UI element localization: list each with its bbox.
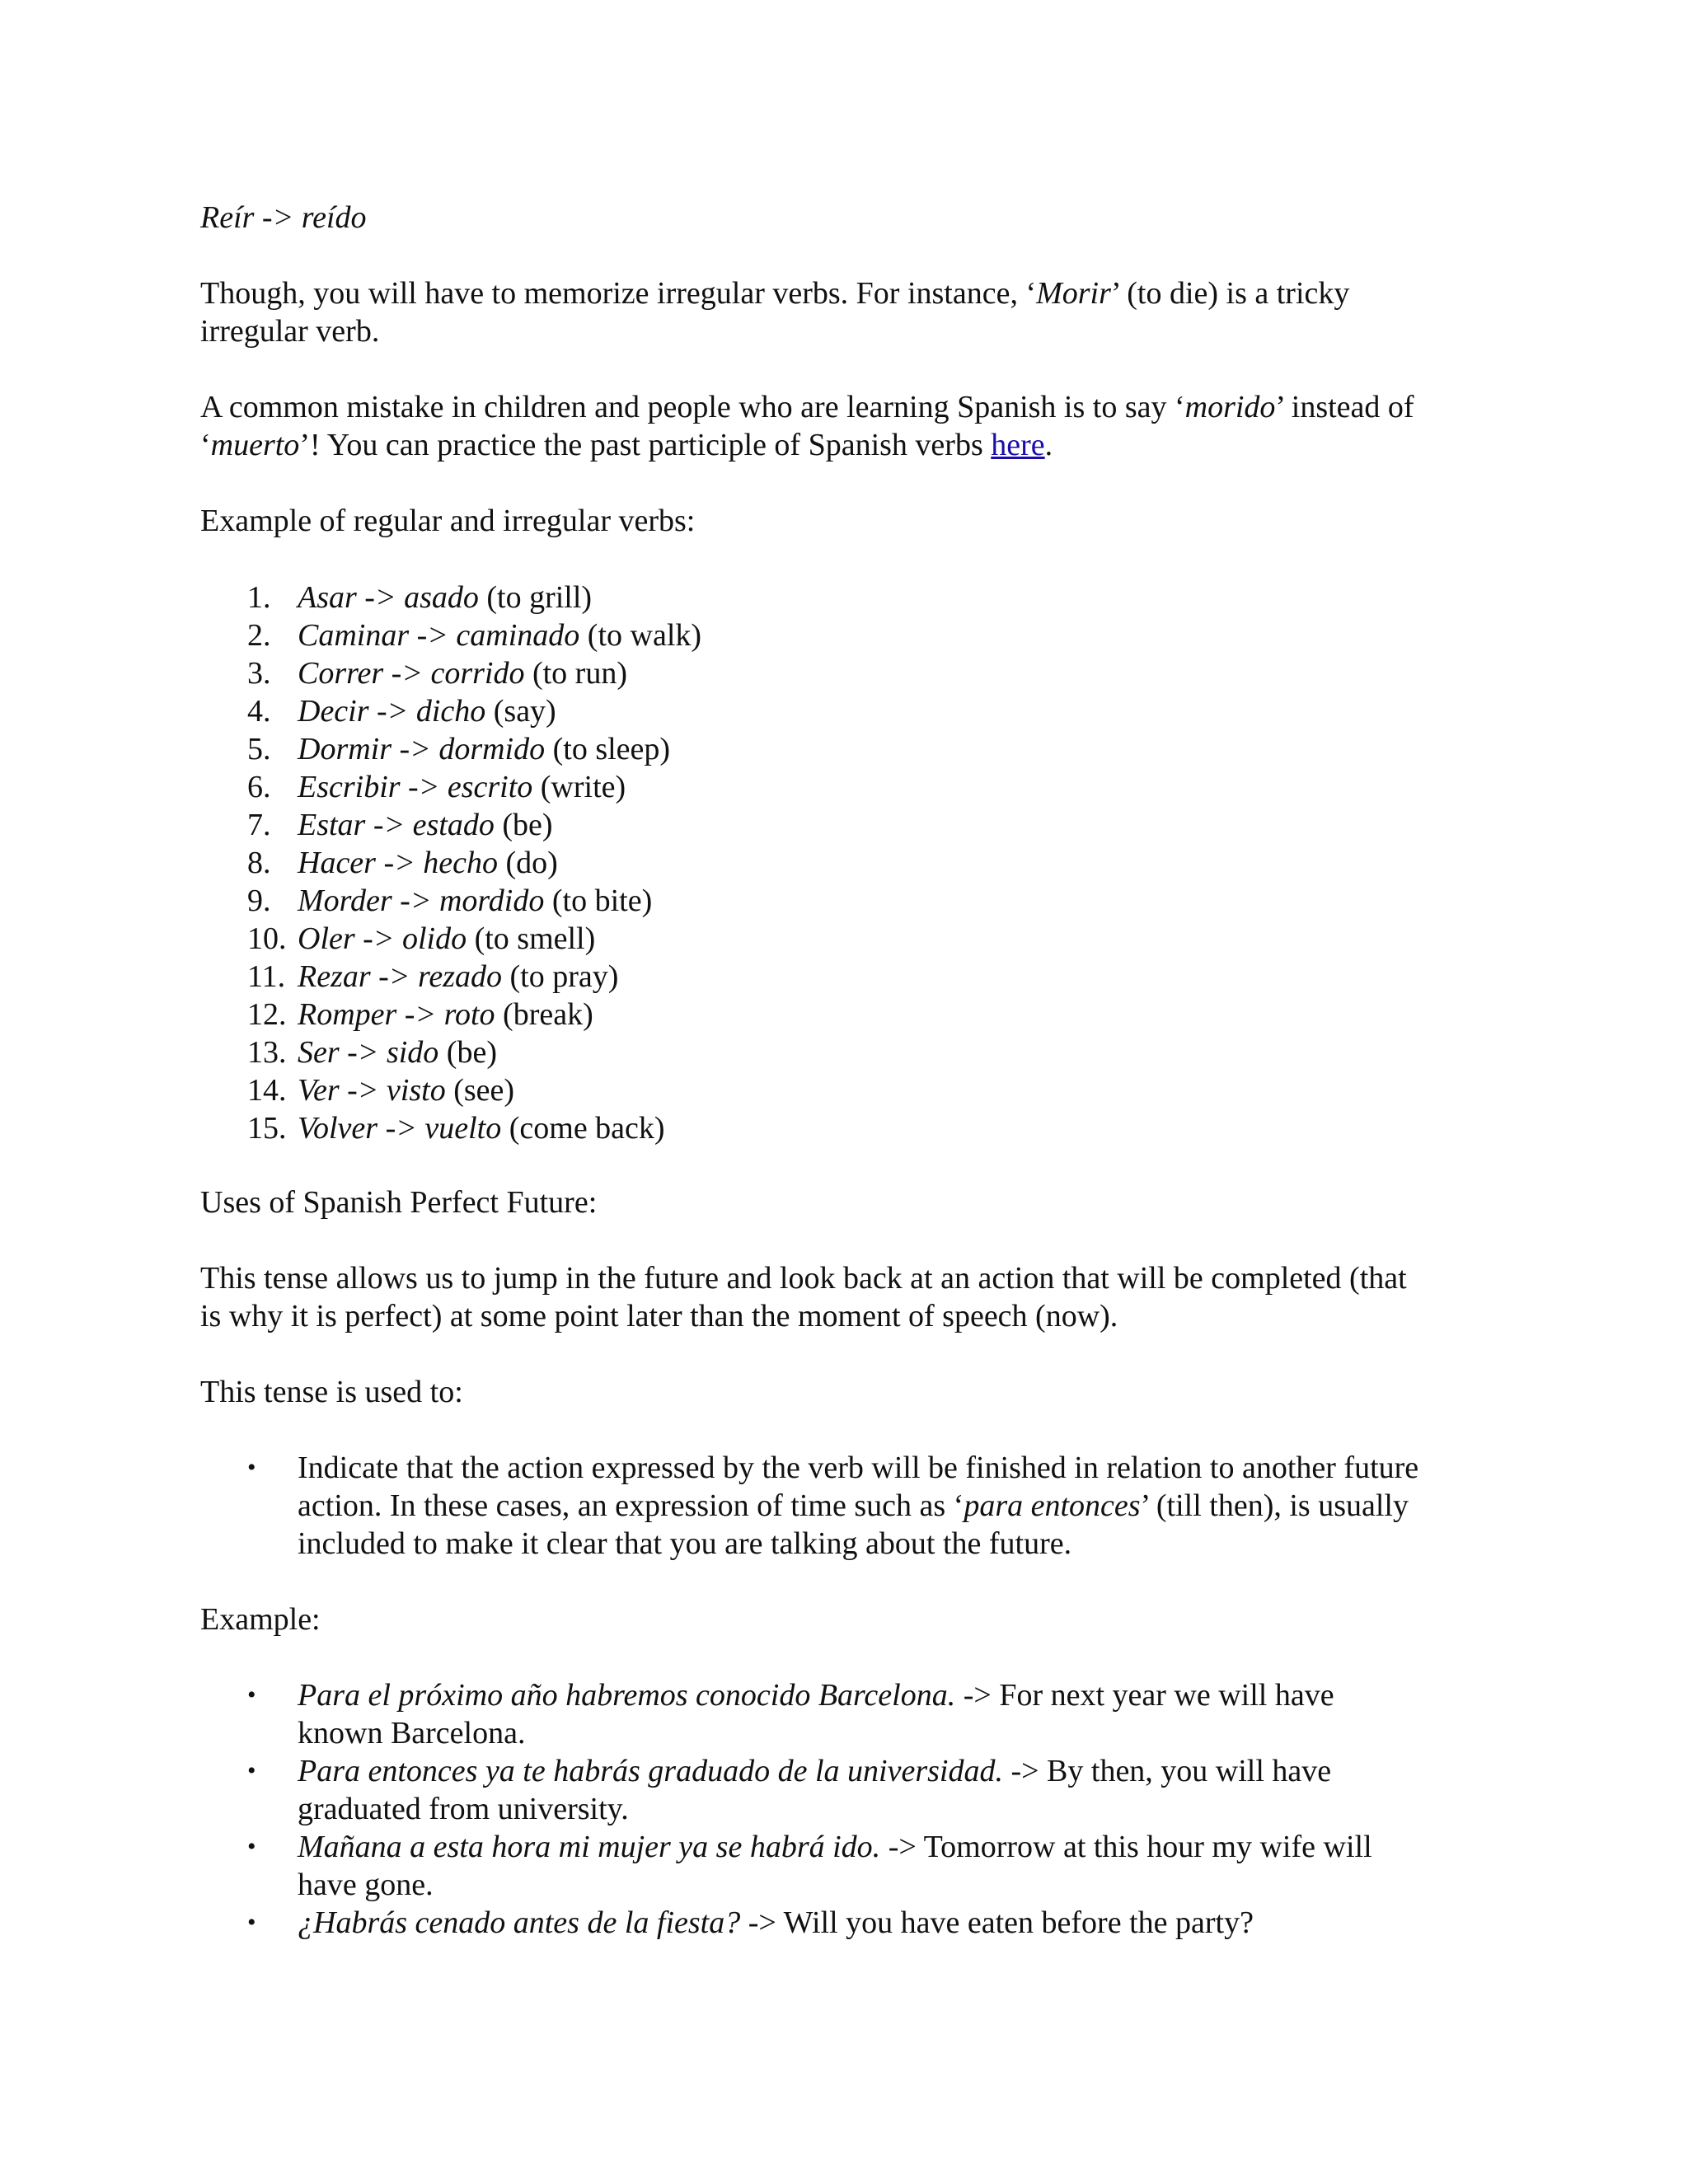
verb-meaning: (to run): [524, 656, 627, 691]
para3-line1: This tense allows us to jump in the future and look back at an action that will be completed (that: [200, 1261, 1407, 1296]
verb-forms: Dormir -> dormido: [298, 732, 546, 766]
bullet-glyph: •: [247, 1757, 256, 1784]
example-english: -> By then, you will have: [1002, 1754, 1332, 1788]
verb-entry: [298, 920, 595, 958]
list-number: 14.: [247, 1073, 287, 1108]
example-english: -> For next year we will have: [955, 1678, 1334, 1713]
para2-line1: A common mistake in children and people who are learning Spanish is to say ‘morido’ instead of: [200, 390, 1414, 424]
example-line2: have gone.: [298, 1868, 434, 1902]
list-number: 9.: [247, 883, 271, 918]
example-line1: [298, 1752, 1331, 1790]
list-number: 5.: [247, 732, 271, 766]
example-label: Example:: [200, 1602, 321, 1637]
list-number: 3.: [247, 656, 271, 691]
verb-forms: Morder -> mordido: [298, 883, 545, 918]
verb-entry: [298, 616, 701, 654]
list-number: 8.: [247, 846, 271, 880]
verb-forms: Ser -> sido: [298, 1035, 439, 1070]
example-line1: [298, 1828, 1372, 1866]
verb-meaning: (to walk): [579, 618, 702, 653]
verb-meaning: (to sleep): [545, 732, 671, 766]
example-line1: [298, 1676, 1334, 1714]
example-spanish: Para entonces ya te habrás graduado de la universidad.: [298, 1754, 1003, 1788]
example-line2: known Barcelona.: [298, 1716, 526, 1750]
example-line2: graduated from university.: [298, 1792, 629, 1826]
para1-line2: irregular verb.: [200, 314, 380, 349]
verb-entry: [298, 1071, 514, 1109]
verb-meaning: (break): [495, 997, 593, 1032]
verb-forms: Correr -> corrido: [298, 656, 525, 691]
example-english: -> Will you have eaten before the party?: [740, 1905, 1254, 1940]
bullet1-line2: action. In these cases, an expression of time such as ‘para entonces’ (till then), is usually: [298, 1488, 1409, 1523]
verb-forms: Ver -> visto: [298, 1073, 446, 1108]
bullet-glyph: •: [247, 1454, 256, 1481]
example-heading: Example of regular and irregular verbs:: [200, 504, 696, 538]
verb-entry: [298, 768, 626, 806]
verb-forms: Caminar -> caminado: [298, 618, 580, 653]
verb-entry: [298, 692, 556, 730]
bullet-glyph: •: [247, 1833, 256, 1860]
verb-meaning: (see): [445, 1073, 515, 1108]
list-number: 4.: [247, 694, 271, 729]
uses-heading: Uses of Spanish Perfect Future:: [200, 1185, 598, 1220]
verb-entry: [298, 882, 652, 920]
verb-meaning: (be): [438, 1035, 497, 1070]
verb-meaning: (say): [485, 694, 556, 729]
verb-entry: [298, 1033, 497, 1071]
example-english: -> Tomorrow at this hour my wife will: [880, 1830, 1372, 1864]
bullet-glyph: •: [247, 1909, 256, 1936]
verb-forms: Decir -> dicho: [298, 694, 486, 729]
list-number: 12.: [247, 997, 287, 1032]
verb-entry: [298, 654, 627, 692]
verb-forms: Escribir -> escrito: [298, 770, 533, 804]
verb-entry: [298, 958, 618, 996]
example-spanish: Para el próximo año habremos conocido Barcelona.: [298, 1678, 956, 1713]
used-to-line: This tense is used to:: [200, 1375, 463, 1409]
verb-meaning: (write): [532, 770, 626, 804]
verb-forms: Asar -> asado: [298, 580, 479, 615]
verb-meaning: (to pray): [501, 959, 619, 994]
verb-forms: Rezar -> rezado: [298, 959, 502, 994]
verb-forms: Romper -> roto: [298, 997, 495, 1032]
list-number: 6.: [247, 770, 271, 804]
example-spanish: ¿Habrás cenado antes de la fiesta?: [298, 1905, 741, 1940]
bullet-glyph: •: [247, 1681, 256, 1708]
list-number: 13.: [247, 1035, 287, 1070]
verb-forms: Oler -> olido: [298, 921, 467, 956]
para3-line2: is why it is perfect) at some point later than the moment of speech (now).: [200, 1299, 1118, 1333]
verb-forms: Estar -> estado: [298, 808, 495, 842]
bullet1-line3: included to make it clear that you are talking about the future.: [298, 1526, 1072, 1561]
verb-entry: [298, 844, 558, 882]
verb-meaning: (do): [498, 846, 558, 880]
verb-forms: Volver -> vuelto: [298, 1111, 502, 1146]
list-number: 1.: [247, 580, 271, 615]
para2-line2: ‘muerto’! You can practice the past participle of Spanish verbs here.: [200, 428, 1053, 462]
list-number: 7.: [247, 808, 271, 842]
verb-entry: [298, 806, 553, 844]
verb-meaning: (to smell): [467, 921, 596, 956]
verb-entry: [298, 1109, 665, 1147]
list-number: 10.: [247, 921, 287, 956]
verb-entry: [298, 730, 670, 768]
verb-meaning: (to bite): [544, 883, 653, 918]
bullet1-line1: Indicate that the action expressed by the verb will be finished in relation to another future: [298, 1451, 1419, 1485]
list-number: 11.: [247, 959, 286, 994]
heading-line: Reír -> reído: [200, 200, 367, 235]
verb-forms: Hacer -> hecho: [298, 846, 498, 880]
here-link[interactable]: here: [991, 428, 1045, 462]
para1-line1: Though, you will have to memorize irregular verbs. For instance, ‘Morir’ (to die) is a tricky: [200, 276, 1350, 311]
verb-meaning: (be): [494, 808, 553, 842]
verb-meaning: (to grill): [478, 580, 593, 615]
example-line1: [298, 1904, 1254, 1942]
verb-entry: [298, 996, 593, 1033]
example-spanish: Mañana a esta hora mi mujer ya se habrá ido.: [298, 1830, 881, 1864]
list-number: 2.: [247, 618, 271, 653]
verb-entry: [298, 579, 592, 616]
verb-meaning: (come back): [501, 1111, 665, 1146]
list-number: 15.: [247, 1111, 287, 1146]
